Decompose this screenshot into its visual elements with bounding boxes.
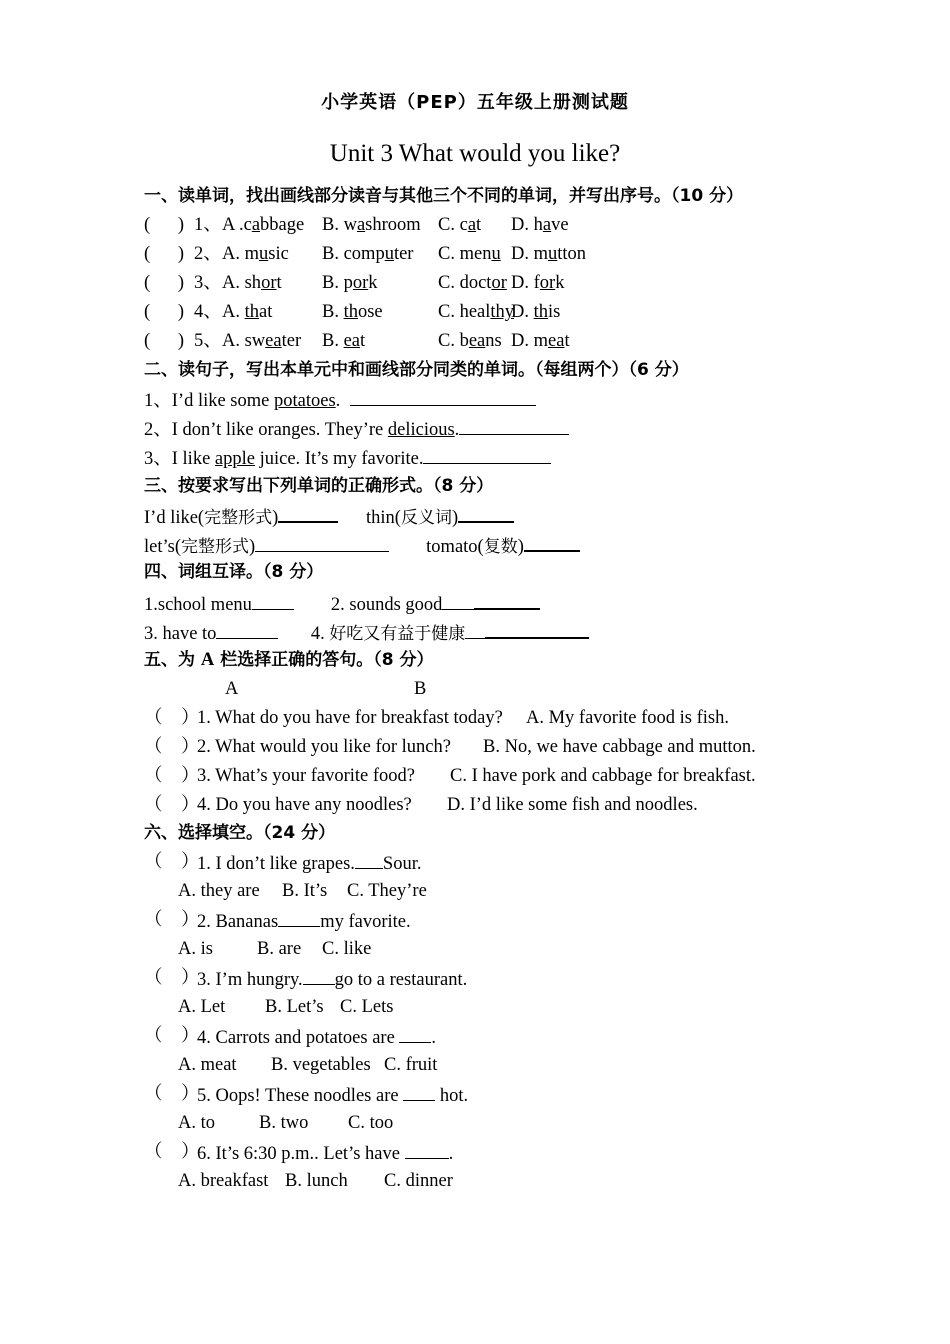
s1-option-c	[438, 271, 507, 295]
section-3-heading: 三、按要求写出下列单词的正确形式。（8 分）	[144, 476, 494, 496]
s1-answer-paren[interactable]: ( )	[144, 331, 185, 351]
s1-option-text: bbage	[260, 215, 305, 235]
s1-option-b	[322, 271, 378, 295]
s1-option-text: ose	[357, 302, 383, 322]
s5-answer-option: D. I’d like some fish and noodles.	[447, 795, 698, 815]
s1-number: 4	[194, 302, 204, 322]
s1-number: 1	[194, 215, 204, 235]
s1-option-text: B.	[322, 302, 344, 322]
s4-phrase-cn: 好吃又有益于健康	[329, 624, 466, 644]
s3-row-1	[144, 503, 514, 530]
s1-option-text: A .c	[222, 215, 252, 235]
s2-underlined-word: potatoes	[274, 391, 336, 411]
s1-option-d	[511, 329, 570, 353]
s6-answer-paren[interactable]: （ ）	[144, 910, 200, 930]
s3-instruction: 复数	[483, 537, 518, 557]
answer-blank[interactable]	[278, 503, 338, 523]
s2-text: .	[454, 420, 460, 440]
answer-blank[interactable]	[350, 387, 536, 406]
s6-question-text: 3. I’m hungry.	[197, 970, 303, 990]
s5-answer-paren[interactable]: （ ）	[144, 766, 200, 786]
s2-underlined-word: apple	[214, 449, 255, 469]
s1-option-c	[438, 213, 481, 237]
s6-option[interactable]: A. they are	[178, 881, 260, 901]
s4-phrase: 3. have to	[144, 624, 217, 644]
s1-answer-paren[interactable]: ( )	[144, 302, 185, 322]
s6-question-text: 5. Oops! These noodles are	[197, 1086, 404, 1106]
s3-instruction: 完整形式	[204, 508, 273, 528]
s5-answer-option: A. My favorite food is fish.	[526, 708, 729, 728]
s3-paren: )	[272, 508, 279, 528]
s6-answer-paren[interactable]: （ ）	[144, 1026, 200, 1046]
s6-question	[197, 850, 421, 876]
s3-word: I’d like(	[144, 508, 205, 528]
s1-option-text: ns	[485, 331, 502, 351]
s1-underlined-letters: ea	[343, 331, 361, 351]
s1-option-c	[438, 242, 501, 266]
s1-option-text: D. m	[511, 331, 548, 351]
s1-underlined-letters: or	[491, 273, 507, 293]
unit-title: Unit 3 What would you like?	[329, 140, 621, 167]
s1-underlined-letters: u	[259, 244, 269, 264]
s6-answer-paren[interactable]: （ ）	[144, 1084, 200, 1104]
s1-question-number: 5、	[194, 331, 222, 351]
s1-underlined-letters: a	[542, 215, 552, 235]
s1-underlined-letters: th	[533, 302, 549, 322]
s6-option[interactable]: C. dinner	[384, 1171, 453, 1191]
s1-option-text: B. p	[322, 273, 353, 293]
s4-phrase: 1.school menu	[144, 595, 252, 615]
s1-option-d	[511, 300, 560, 324]
s4-row-1	[144, 590, 540, 617]
s1-option-text: ve	[551, 215, 569, 235]
s1-option-text: C. c	[438, 215, 468, 235]
s1-option-b	[322, 242, 413, 266]
s1-option-text: k	[555, 273, 565, 293]
s6-option[interactable]: A. Let	[178, 997, 226, 1017]
s1-underlined-letters: a	[251, 215, 261, 235]
s1-option-d	[511, 242, 586, 266]
s2-text: 3、I like	[144, 449, 215, 469]
s6-option[interactable]: B. lunch	[285, 1171, 348, 1191]
s1-option-text: C. men	[438, 244, 492, 264]
s3-row-2	[144, 532, 580, 559]
s1-option-text: ter	[281, 331, 302, 351]
s1-number: 2	[194, 244, 204, 264]
column-a-label: A	[225, 679, 239, 699]
s6-question-text: .	[431, 1028, 437, 1048]
s1-question-number: 2、	[194, 244, 222, 264]
s5-answer-option: B. No, we have cabbage and mutton.	[483, 737, 756, 757]
s5-question: 2. What would you like for lunch?	[197, 737, 451, 757]
s1-option-d	[511, 213, 569, 237]
s2-row-2	[144, 416, 569, 442]
s6-option[interactable]: A. is	[178, 939, 213, 959]
s1-option-text: A. m	[222, 244, 259, 264]
s3-instruction: 反义词	[400, 508, 452, 528]
s1-underlined-letters: thy	[490, 302, 515, 322]
s6-question-text: hot.	[435, 1086, 469, 1106]
section-1-heading: 一、读单词，找出画线部分读音与其他三个不同的单词，并写出序号。（10 分）	[144, 186, 744, 206]
s6-option[interactable]: C. fruit	[384, 1055, 438, 1075]
s1-number: 5	[194, 331, 204, 351]
s1-option-text: D. h	[511, 215, 543, 235]
s1-option-c	[438, 329, 502, 353]
s1-option-text: A.	[222, 302, 245, 322]
s6-question-text: Sour.	[382, 854, 422, 874]
s6-option[interactable]: C. They’re	[347, 881, 427, 901]
s6-option[interactable]: B. vegetables	[271, 1055, 371, 1075]
s1-number: 3	[194, 273, 204, 293]
s6-question-text: 1. I don’t like grapes.	[197, 854, 355, 874]
s6-answer-paren[interactable]: （ ）	[144, 852, 200, 872]
answer-blank[interactable]	[474, 590, 540, 610]
answer-blank[interactable]	[442, 591, 474, 610]
s6-option[interactable]: A. breakfast	[178, 1171, 269, 1191]
s1-option-text: at	[259, 302, 273, 322]
s1-underlined-letters: u	[384, 244, 394, 264]
s1-option-a	[222, 271, 282, 295]
s6-question-text: 6. It’s 6:30 p.m.. Let’s have	[197, 1144, 405, 1164]
s1-underlined-letters: u	[491, 244, 501, 264]
s3-paren: )	[517, 537, 524, 557]
answer-blank[interactable]	[303, 966, 335, 985]
s1-option-text: B. w	[322, 215, 357, 235]
s1-option-text: k	[368, 273, 378, 293]
s1-option-text: C. doct	[438, 273, 492, 293]
s1-option-text: t	[476, 215, 482, 235]
section-4-heading: 四、词组互译。（8 分）	[144, 562, 324, 582]
s6-question	[197, 1024, 436, 1050]
s6-question	[197, 1140, 453, 1166]
s1-option-c	[438, 300, 514, 324]
answer-blank[interactable]	[405, 1140, 449, 1159]
s3-word: thin(	[366, 508, 401, 528]
answer-blank[interactable]	[524, 532, 580, 552]
s1-underlined-letters: or	[261, 273, 277, 293]
s6-option[interactable]: A. to	[178, 1113, 215, 1133]
s6-option[interactable]: C. too	[348, 1113, 394, 1133]
section-6-heading: 六、选择填空。（24 分）	[144, 823, 336, 843]
section-5-heading	[144, 648, 433, 672]
answer-blank[interactable]	[465, 620, 485, 639]
s1-underlined-letters: ea	[265, 331, 282, 351]
s1-option-text: tton	[557, 244, 587, 264]
s6-question-text: go to a restaurant.	[334, 970, 468, 990]
s1-underlined-letters: ea	[548, 331, 565, 351]
s2-row-1	[144, 387, 536, 413]
s1-option-text: t	[276, 273, 282, 293]
s5-question: 1. What do you have for breakfast today?	[197, 708, 503, 728]
s1-underlined-letters: ea	[468, 331, 486, 351]
s1-underlined-letters: u	[548, 244, 558, 264]
s6-question-text: .	[448, 1144, 454, 1164]
s1-option-b	[322, 213, 421, 237]
s1-option-text: D. m	[511, 244, 548, 264]
s3-paren: )	[451, 508, 459, 528]
s1-answer-paren[interactable]: ( )	[144, 273, 185, 293]
s5-answer-paren[interactable]: （ ）	[144, 737, 200, 757]
s1-answer-paren[interactable]: ( )	[144, 215, 185, 235]
s2-text: juice. It’s my favorite.	[254, 449, 424, 469]
answer-blank[interactable]	[459, 416, 569, 435]
s6-answer-paren[interactable]: （ ）	[144, 968, 200, 988]
s1-underlined-letters: a	[356, 215, 366, 235]
s1-option-text: D.	[511, 302, 534, 322]
s1-underlined-letters: or	[352, 273, 369, 293]
s1-option-text: B.	[322, 331, 344, 351]
s2-text: 1、I’d like some	[144, 391, 274, 411]
s1-option-text: D. f	[511, 273, 540, 293]
s5-heading-letter: A	[200, 650, 215, 670]
answer-blank[interactable]	[485, 619, 589, 639]
s6-option[interactable]: C. Lets	[340, 997, 394, 1017]
column-b-label: B	[414, 679, 427, 699]
s1-underlined-letters: or	[539, 273, 556, 293]
s6-question-text: 4. Carrots and potatoes are	[197, 1028, 400, 1048]
answer-blank[interactable]	[216, 620, 278, 639]
s1-option-text: sic	[268, 244, 289, 264]
s6-option[interactable]: B. It’s	[282, 881, 328, 901]
s1-option-text: C. b	[438, 331, 469, 351]
s6-option[interactable]: A. meat	[178, 1055, 237, 1075]
s1-option-text: B. comp	[322, 244, 385, 264]
answer-blank[interactable]	[252, 591, 294, 610]
s1-option-b	[322, 300, 383, 324]
s1-answer-paren[interactable]: ( )	[144, 244, 185, 264]
answer-blank[interactable]	[255, 533, 389, 552]
s4-phrase: 4.	[310, 624, 330, 644]
s5-answer-paren[interactable]: （ ）	[144, 708, 200, 728]
answer-blank[interactable]	[278, 908, 320, 927]
s6-question-text: 2. Bananas	[197, 912, 279, 932]
s6-question	[197, 1082, 468, 1108]
s5-answer-option: C. I have pork and cabbage for breakfast.	[450, 766, 756, 786]
s6-question	[197, 908, 411, 934]
s1-option-d	[511, 271, 564, 295]
s1-underlined-letters: th	[244, 302, 260, 322]
s2-text: .	[335, 391, 341, 411]
s1-option-text: A. sw	[222, 331, 266, 351]
s6-option[interactable]: B. are	[257, 939, 302, 959]
s6-question-text: my favorite.	[320, 912, 411, 932]
s5-question: 3. What’s your favorite food?	[197, 766, 415, 786]
s4-row-2	[144, 619, 589, 646]
s5-answer-paren[interactable]: （ ）	[144, 795, 200, 815]
s6-option[interactable]: B. Let’s	[265, 997, 324, 1017]
answer-blank[interactable]	[403, 1082, 435, 1101]
s3-word: let’s(	[144, 537, 181, 557]
s1-option-text: ter	[393, 244, 414, 264]
s1-question-number: 3、	[194, 273, 222, 293]
s1-option-a	[222, 300, 272, 324]
s3-paren: )	[249, 537, 256, 557]
answer-blank[interactable]	[423, 445, 551, 464]
s3-word: tomato(	[426, 537, 484, 557]
s1-option-text: C. heal	[438, 302, 491, 322]
s6-option[interactable]: B. two	[259, 1113, 309, 1133]
s5-heading-text: 栏选择正确的答句。（8 分）	[214, 650, 434, 670]
s1-option-a	[222, 242, 289, 266]
s1-option-a	[222, 329, 301, 353]
s1-question-number: 4、	[194, 302, 222, 322]
s2-text: 2、I don’t like oranges. They’re	[144, 420, 388, 440]
s1-option-a	[222, 213, 304, 237]
s1-underlined-letters: a	[467, 215, 477, 235]
s1-question-number: 1、	[194, 215, 222, 235]
s2-underlined-word: delicious	[387, 420, 455, 440]
s1-option-text: t	[564, 331, 570, 351]
answer-blank[interactable]	[458, 503, 514, 523]
s1-option-text: t	[360, 331, 366, 351]
s1-option-text: shroom	[365, 215, 421, 235]
answer-blank[interactable]	[399, 1024, 431, 1043]
s1-option-text: is	[548, 302, 561, 322]
s1-option-b	[322, 329, 365, 353]
s1-underlined-letters: th	[343, 302, 358, 322]
s6-option[interactable]: C. like	[322, 939, 372, 959]
section-2-heading: 二、读句子，写出本单元中和画线部分同类的单词。（每组两个）（6 分）	[144, 360, 689, 380]
s3-instruction: 完整形式	[181, 537, 249, 557]
answer-blank[interactable]	[355, 850, 383, 869]
s5-heading-text: 五、为	[144, 650, 201, 670]
s4-phrase: 2. sounds good	[330, 595, 443, 615]
worksheet-title: 小学英语（PEP）五年级上册测试题	[321, 92, 629, 113]
s6-question	[197, 966, 467, 992]
s6-answer-paren[interactable]: （ ）	[144, 1142, 200, 1162]
s1-option-text: A. sh	[222, 273, 262, 293]
s5-question: 4. Do you have any noodles?	[197, 795, 412, 815]
s2-row-3	[144, 445, 551, 471]
